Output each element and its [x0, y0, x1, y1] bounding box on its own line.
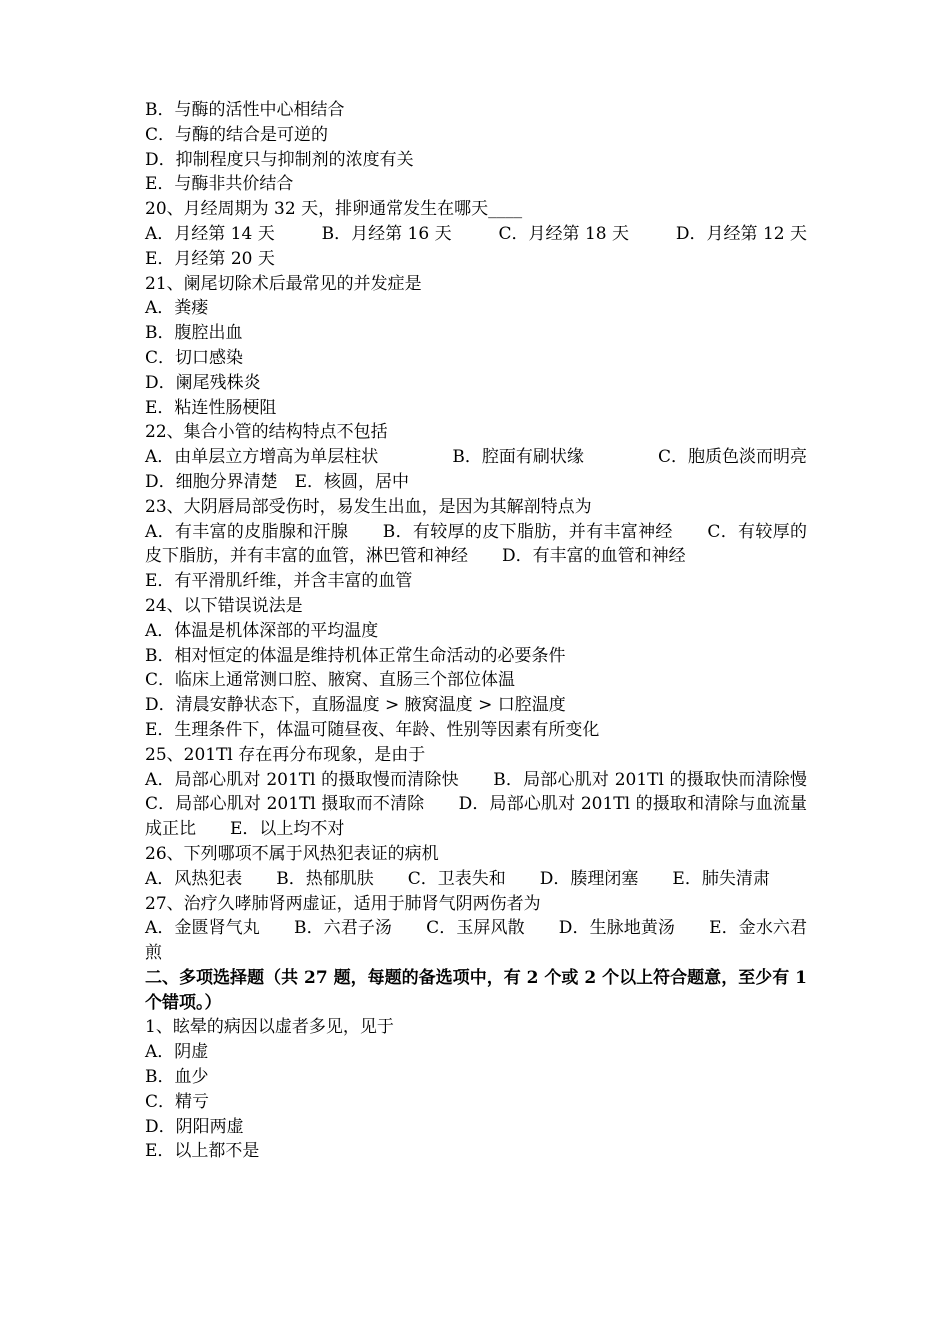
question-m1: 1、眩晕的病因以虚者多见，见于	[145, 1017, 394, 1038]
question-20-options	[145, 222, 807, 247]
option-c: C．精亏	[145, 1091, 210, 1112]
option-e: E．生理条件下，体温可随昼夜、年龄、性别等因素有所变化	[145, 719, 600, 740]
option-e: E．以上都不是	[145, 1141, 260, 1162]
option-line: E．与酶非共价结合	[145, 174, 294, 195]
option-a: A．月经第 14 天	[145, 223, 275, 244]
option-e: E．粘连性肠梗阻	[145, 397, 277, 418]
option-d: D．阑尾残株炎	[145, 372, 261, 393]
question-26: 26、下列哪项不属于风热犯表证的病机	[145, 843, 439, 864]
question-22: 22、集合小管的结构特点不包括	[145, 422, 388, 443]
question-27: 27、治疗久哮肺肾两虚证，适用于肺肾气阴两伤者为	[145, 893, 541, 914]
option-line: C．与酶的结合是可逆的	[145, 124, 329, 145]
option-a: A．体温是机体深部的平均温度	[145, 620, 379, 641]
option-d: D．清晨安静状态下，直肠温度 > 腋窝温度 > 口腔温度	[145, 695, 566, 716]
option-b: B．相对恒定的体温是维持机体正常生命活动的必要条件	[145, 645, 566, 666]
question-25: 25、201Tl 存在再分布现象，是由于	[145, 744, 426, 765]
option-e: E．月经第 20 天	[145, 248, 275, 269]
option-b: B．月经第 16 天	[321, 223, 452, 244]
option-d: D．阴阳两虚	[145, 1116, 244, 1137]
section-heading: 二、多项选择题（共 27 题，每题的备选项中，有 2 个或 2 个以上符合题意，至少有 1 个错项。）	[145, 967, 807, 1013]
option-a: A．阴虚	[145, 1042, 209, 1063]
option-a: A．由单层立方增高为单层柱状	[145, 447, 379, 468]
question-27-options: A．金匮肾气丸 B．六君子汤 C．玉屏风散 D．生脉地黄汤 E．金水六君煎	[145, 918, 807, 964]
question-23: 23、大阴唇局部受伤时，易发生出血，是因为其解剖特点为	[145, 496, 592, 517]
question-23-options: A．有丰富的皮脂腺和汗腺 B．有较厚的皮下脂肪，并有丰富神经 C．有较厚的皮下脂肪，并有丰富的血管，淋巴管和神经 D．有丰富的血管和神经	[145, 521, 807, 567]
option-b: B．腹腔出血	[145, 323, 243, 344]
option-d: D．月经第 12 天	[675, 223, 807, 244]
question-22-options	[145, 445, 807, 470]
question-21: 21、阑尾切除术后最常见的并发症是	[145, 273, 422, 294]
question-24: 24、以下错误说法是	[145, 595, 303, 616]
option-c: C．月经第 18 天	[498, 223, 629, 244]
question-26-options: A．风热犯表 B．热郁肌肤 C．卫表失和 D．腠理闭塞 E．肺失清肃	[145, 868, 770, 889]
option-c: C．切口感染	[145, 347, 244, 368]
option-c: C．胞质色淡而明亮	[657, 447, 807, 468]
question-25-options: A．局部心肌对 201Tl 的摄取慢而清除快 B．局部心肌对 201Tl 的摄取快而清除慢 C．局部心肌对 201Tl 摄取而不清除 D．局部心肌对 201Tl 的摄取和清除与血流量成正比 E．以上均不对	[145, 769, 841, 840]
option-a: A．粪瘘	[145, 298, 209, 319]
question-20: 20、月经周期为 32 天，排卵通常发生在哪天____	[145, 199, 523, 220]
option-line: D．抑制程度只与抑制剂的浓度有关	[145, 149, 414, 170]
option-b: B．腔面有刷状缘	[452, 447, 584, 468]
option-c: C．临床上通常测口腔、腋窝、直肠三个部位体温	[145, 670, 516, 691]
option-b: B．血少	[145, 1067, 209, 1088]
option-d-e: D．细胞分界清楚 E．核圆，居中	[145, 471, 410, 492]
option-e: E．有平滑肌纤维，并含丰富的血管	[145, 571, 413, 592]
document-body	[145, 98, 841, 1164]
option-line: B．与酶的活性中心相结合	[145, 100, 345, 120]
